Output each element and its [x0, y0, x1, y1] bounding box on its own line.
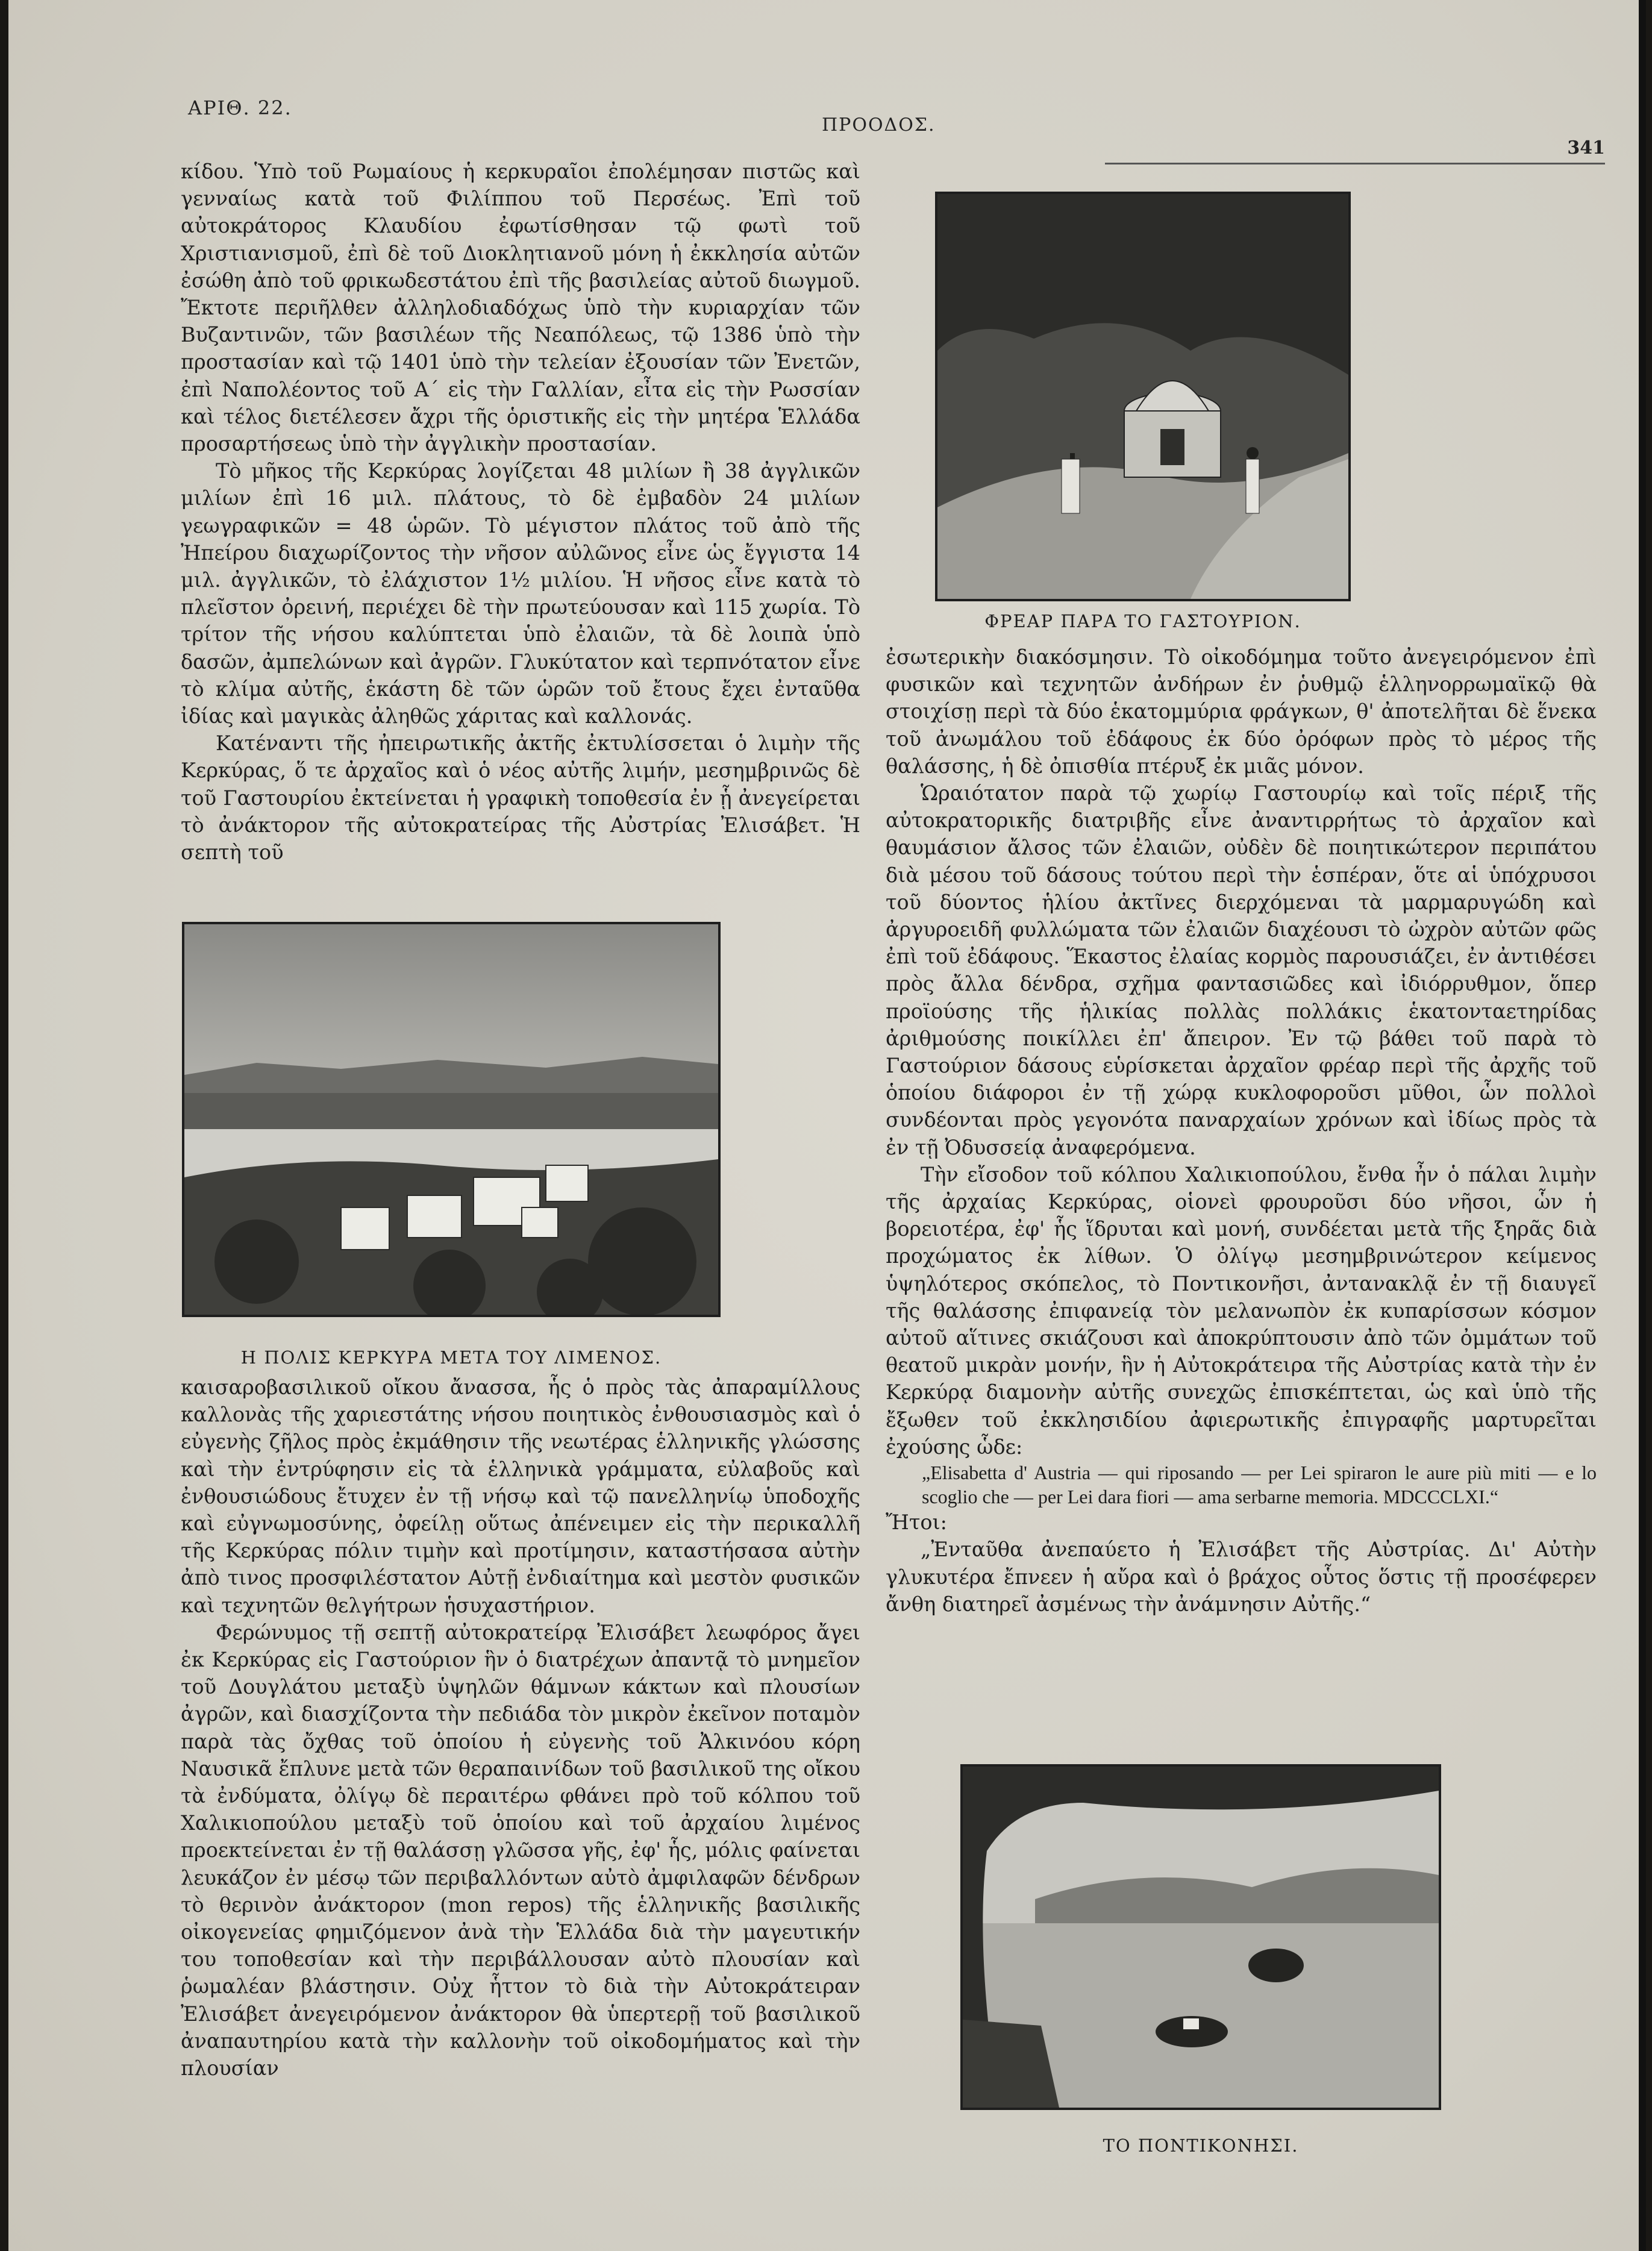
city-harbour-illustration [184, 924, 718, 1315]
well-illustration [937, 194, 1348, 599]
photo-city-harbour [182, 922, 721, 1317]
book-binding-edge [1639, 0, 1646, 2251]
translation-label: Ἤτοι: [886, 1511, 947, 1535]
paragraph: καισαροβασιλικοῦ οἴκου ἄνασσα, ἧς ὁ πρὸς τὰς ἀπαραμίλλους καλλονὰς τῆς χαριεστάτης νήσου ποιητικὸς ἐνθουσιασμὸς καὶ ὁ εὐγενὴς ζῆλος πρὸς ἐκμάθησιν τῆς νεωτέρας ἑλληνικῆς γλώσσης καὶ τὴν ἐντρύφησιν εἰς τὰ ἑλληνικὰ γράμματα, εὐλαβοῦς καὶ ἐνθουσιώδους ἔτυχεν ἐν τῇ νήσῳ καὶ τῷ πανελληνίῳ ὑποδοχῆς καὶ εὐγνωμοσύνης, ὀφείλῃ οὕτως ἀπένειμεν εἰς τὴν περικαλλῆ τῆς Κερκύρας πόλιν τιμὴν καὶ προτίμησιν, καταστήσασα αὐτὴν ἀπὸ τινος προσφιλέστατον Αὐτῇ ἐνδιαίτημα καὶ μεστὸν φυσικῶν καὶ τεχνητῶν θελγήτρων ἡσυχαστήριον. [181, 1376, 860, 1617]
caption-pontikonisi: ΤΟ ΠΟΝΤΙΚΟΝΗΣΙ. [1103, 2135, 1299, 2156]
scanned-page [8, 0, 1646, 2251]
issue-number: ΑΡΙΘ. 22. [188, 96, 292, 119]
paragraph: Κατέναντι τῆς ἠπειρωτικῆς ἀκτῆς ἐκτυλίσσεται ὁ λιμὴν τῆς Κερκύρας, ὅ τε ἀρχαῖος καὶ ὁ νέος αὐτῆς λιμήν, μεσημβρινῶς δὲ τοῦ Γαστουρίου ἐκτείνεται ἡ γραφικὴ τοποθεσία ἐν ᾗ ἀνεγείρεται τὸ ἀνάκτορον τῆς αὐτοκρατείρας τῆς Αὐστρίας Ἐλισάβετ. Ἡ σεπτὴ τοῦ [181, 731, 860, 865]
left-column-top-text [181, 158, 860, 907]
pontikonisi-illustration [963, 1767, 1439, 2108]
right-column-text [886, 643, 1597, 1738]
photo-well-gastouri [935, 192, 1351, 601]
left-column-bottom-text [181, 1374, 860, 2175]
page-number: 341 [1567, 137, 1605, 158]
header-rule [1105, 163, 1605, 164]
paragraph: Φερώνυμος τῇ σεπτῇ αὐτοκρατείρᾳ Ἐλισάβετ λεωφόρος ἄγει ἐκ Κερκύρας εἰς Γαστούριον ἣν ὁ διατρέχων ἀπαντᾷ τὸ μνημεῖον τοῦ Δουγλάτου μεταξὺ ὑψηλῶν θάμνων κάκτων καὶ πλουσίων ἀγρῶν, καὶ διασχίζοντα τὴν πεδιάδα τὸν μικρὸν ἐκεῖνον ποταμὸν παρὰ τὰς ὄχθας τοῦ ὁποίου ἡ εὐγενὴς τοῦ Ἀλκινόου κόρη Ναυσικᾶ ἔπλυνε μετὰ τῶν θεραπαινίδων τοῦ βασιλικοῦ της οἴκου τὰ ἐνδύματα, ὀλίγῳ δὲ περαιτέρω φθάνει πρὸ τοῦ κόλπου τοῦ Χαλικιοπούλου μεταξὺ τοῦ ὁποίου καὶ τοῦ ἀρχαίου λιμένος προεκτείνεται ἐν τῇ θαλάσσῃ γλῶσσα γῆς, ἐφ' ἧς, μόλις φαίνεται λευκάζον ἐν μέσῳ τῶν περιβαλλόντων αὐτὸ ἀμφιλαφῶν δένδρων τὸ θερινὸν ἀνάκτορον (mon repos) τῆς ἑλληνικῆς βασιλικῆς οἰκογενείας φημιζόμενον ἀνὰ τὴν Ἑλλάδα διὰ τὴν μαγευτικήν του τοποθεσίαν καὶ τὴν περιβάλλουσαν αὐτὸ πλουσίαν καὶ ῥωμαλέαν βλάστησιν. Οὐχ ἧττον τὸ διὰ τὴν Αὐτοκράτειραν Ἐλισάβετ ἀνεγειρόμενον ἀνάκτορον θὰ ὑπερτερῇ τοῦ βασιλικοῦ ἀναπαυτηρίου κατὰ τὴν καλλονὴν τοῦ οἰκοδομήματος καὶ τὴν πλουσίαν [181, 1620, 860, 2080]
caption-well-gastouri: ΦΡΕΑΡ ΠΑΡΑ ΤΟ ΓΑΣΤΟΥΡΙΟΝ. [984, 611, 1301, 631]
translation-paragraph: „Ἐνταῦθα ἀνεπαύετο ἡ Ἐλισάβετ τῆς Αὐστρίας. Δι' Αὐτὴν γλυκυτέρα ἔπνεεν ἡ αὔρα καὶ ὁ βράχος οὗτος ὅστις τῇ προσέφερεν ἄνθη διατηρεῖ ἀσμένως τὴν ἀνάμνησιν Αὐτῆς.“ [886, 1538, 1597, 1616]
journal-title: ΠΡΟΟΔΟΣ. [822, 114, 936, 136]
caption-city-harbour: Η ΠΟΛΙΣ ΚΕΡΚΥΡΑ ΜΕΤΑ ΤΟΥ ΛΙΜΕΝΟΣ. [240, 1347, 662, 1368]
paragraph: Τὴν εἴσοδον τοῦ κόλπου Χαλικιοπούλου, ἔνθα ἦν ὁ πάλαι λιμὴν τῆς ἀρχαίας Κερκύρας, οἱονεὶ φρουροῦσι δύο νῆσοι, ὧν ἡ βορειοτέρα, ἐφ' ἧς ἵδρυται καὶ μονή, συνδέεται μετὰ τῆς ξηρᾶς διὰ προχώματος ἐκ λίθων. Ὁ ὀλίγῳ μεσημβρινώτερον κείμενος ὑψηλότερος σκόπελος, τὸ Ποντικονῆσι, ἀντανακλᾷ ἐν τῇ διαυγεῖ τῆς θαλάσσης ἐπιφανείᾳ τὸν μελανωπὸν ἐκ κυπαρίσσων κόσμον αὐτοῦ αἵτινες σκιάζουσι καὶ ἀποκρύπτουσιν ἀπὸ τῶν ὀμμάτων τοῦ θεατοῦ μικρὰν μονήν, ἣν ἡ Αὐτοκράτειρα τῆς Αὐστρίας κατὰ τὴν ἐν Κερκύρᾳ διαμονὴν αὐτῆς συνεχῶς ἐπισκέπτεται, ὡς καὶ ὑπὸ τῆς ἔξωθεν τοῦ ἐκκλησιδίου ἀφιερωτικῆς ἐπιγραφῆς μαρτυρεῖται ἐχούσης ὧδε: [886, 1162, 1597, 1459]
paragraph: κίδου. Ὑπὸ τοῦ Ρωμαίους ἡ κερκυραῖοι ἐπολέμησαν πιστῶς καὶ γενναίως κατὰ τοῦ Φιλίππου τοῦ Περσέως. Ἐπὶ τοῦ αὐτοκράτορος Κλαυδίου ἐφωτίσθησαν τῷ φωτὶ τοῦ Χριστιανισμοῦ, ἐπὶ δὲ τοῦ Διοκλητιανοῦ μόνη ἡ ἐκκλησία αὐτῶν ἐσώθη ἀπὸ τοῦ φρικωδεστάτου ἐπὶ τῆς βασιλείας αὐτοῦ διωγμοῦ. Ἔκτοτε περιῆλθεν ἀλληλοδιαδόχως ὑπὸ τὴν κυριαρχίαν τῶν Βυζαντινῶν, τῶν βασιλέων τῆς Νεαπόλεως, τῷ 1386 ὑπὸ τὴν προστασίαν καὶ τῷ 1401 ὑπὸ τὴν τελείαν ἐξουσίαν τῶν Ἐνετῶν, ἐπὶ Ναπολέοντος τοῦ Α΄ εἰς τὴν Γαλλίαν, εἶτα εἰς τὴν Ρωσσίαν καὶ τέλος διετέλεσεν ἄχρι τῆς ὁριστικῆς εἰς τὴν μητέρα Ἑλλάδα προσαρτήσεως ὑπὸ τὴν ἀγγλικὴν προστασίαν. [181, 160, 860, 456]
paragraph: Ὡραιότατον παρὰ τῷ χωρίῳ Γαστουρίῳ καὶ τοῖς πέριξ τῆς αὐτοκρατορικῆς διατριβῆς εἶνε ἀναντιρρήτως τὸ ἀρχαῖον καὶ θαυμάσιον ἄλσος τῶν ἐλαιῶν, οὐδὲν δὲ ποιητικώτερον περιπάτου διὰ μέσου τοῦ δάσους τούτου περὶ τὴν ἑσπέραν, ὅτε αἱ ὑπόχρυσοι τοῦ δύοντος ἡλίου ἀκτῖνες διερχόμεναι τὰ μαρμαρυγώδη καὶ ἀργυροειδῆ φυλλώματα τῶν ἐλαιῶν διαχέουσι τὸ ὠχρὸν αὐτῶν φῶς ἐπὶ τοῦ ἐδάφους. Ἕκαστος ἐλαίας κορμὸς παρουσιάζει, ἐν ἀντιθέσει πρὸς ἄλλα δένδρα, σχῆμα φαντασιῶδες καὶ ἰδιόρρυθμον, ὅπερ προϊούσης τῆς ἡλικίας πολλὰς πολλάκις ἑκατονταετηρίδας ἀριθμούσης ποικίλλει ἐπ' ἄπειρον. Ἐν τῷ βάθει τοῦ παρὰ τὸ Γαστούριον δάσους εὑρίσκεται ἀρχαῖον φρέαρ περὶ τῆς ἀρχῆς τοῦ ὁποίου διάφοροι ἐν τῇ χώρᾳ κυκλοφοροῦσι μῦθοι, ὧν πολλοὶ συνδέονται πρὸς γεγονότα παναρχαίων χρόνων καὶ ἰδίως πρὸς τὰ ἐν τῇ Ὀδυσσείᾳ ἀναφερόμενα. [886, 781, 1597, 1159]
latin-inscription-quote: „Elisabetta d' Austria — qui riposando — per Lei spiraron le aure più miti — e lo scoglio che — per Lei dara fiori — ama serbarne memoria. MDCCCLXI.“ [922, 1462, 1597, 1508]
paragraph: ἐσωτερικὴν διακόσμησιν. Τὸ οἰκοδόμημα τοῦτο ἀνεγειρόμενον ἐπὶ φυσικῶν καὶ τεχνητῶν ἀνδήρων ἐν ῥυθμῷ ἑλληνορρωμαϊκῷ θὰ στοιχίσῃ περὶ τὰ δύο ἑκατομμύρια φράγκων, θ' ἀποτελῆται δὲ ἕνεκα τοῦ ἀνωμάλου τοῦ ἐδάφους ἐκ δύο ὀρόφων πρὸς τὸ μέρος τῆς θαλάσσης, ἡ δὲ ὀπισθία πτέρυξ ἐκ μιᾶς μόνον. [886, 645, 1597, 778]
paragraph: Τὸ μῆκος τῆς Κερκύρας λογίζεται 48 μιλίων ἢ 38 ἀγγλικῶν μιλίων ἐπὶ 16 μιλ. πλάτους, τὸ δὲ ἐμβαδὸν 24 μιλίων γεωγραφικῶν = 48 ὡρῶν. Τὸ μέγιστον πλάτος τοῦ ἀπὸ τῆς Ἠπείρου διαχωρίζοντος τὴν νῆσον αὐλῶνος εἶνε ὡς ἔγγιστα 14 μιλ. ἀγγλικῶν, τὸ ἐλάχιστον 1½ μιλίου. Ἡ νῆσος εἶνε κατὰ τὸ πλεῖστον ὀρεινή, περιέχει δὲ τὴν πρωτεύουσαν καὶ 115 χωρία. Τὸ τρίτον τῆς νήσου καλύπτεται ὑπὸ ἐλαιῶν, τὰ δὲ λοιπὰ ὑπὸ δασῶν, ἀμπελώνων καὶ ἀγρῶν. Γλυκύτατον καὶ τερπνότατον εἶνε τὸ κλίμα αὐτῆς, ἑκάστη δὲ τῶν ὡρῶν τοῦ ἔτους ἔχει ἐνταῦθα ἰδίας καὶ μαγικὰς ἀληθῶς χάριτας καὶ καλλονάς. [181, 459, 860, 728]
photo-pontikonisi [960, 1764, 1441, 2110]
page-header [183, 90, 1605, 169]
